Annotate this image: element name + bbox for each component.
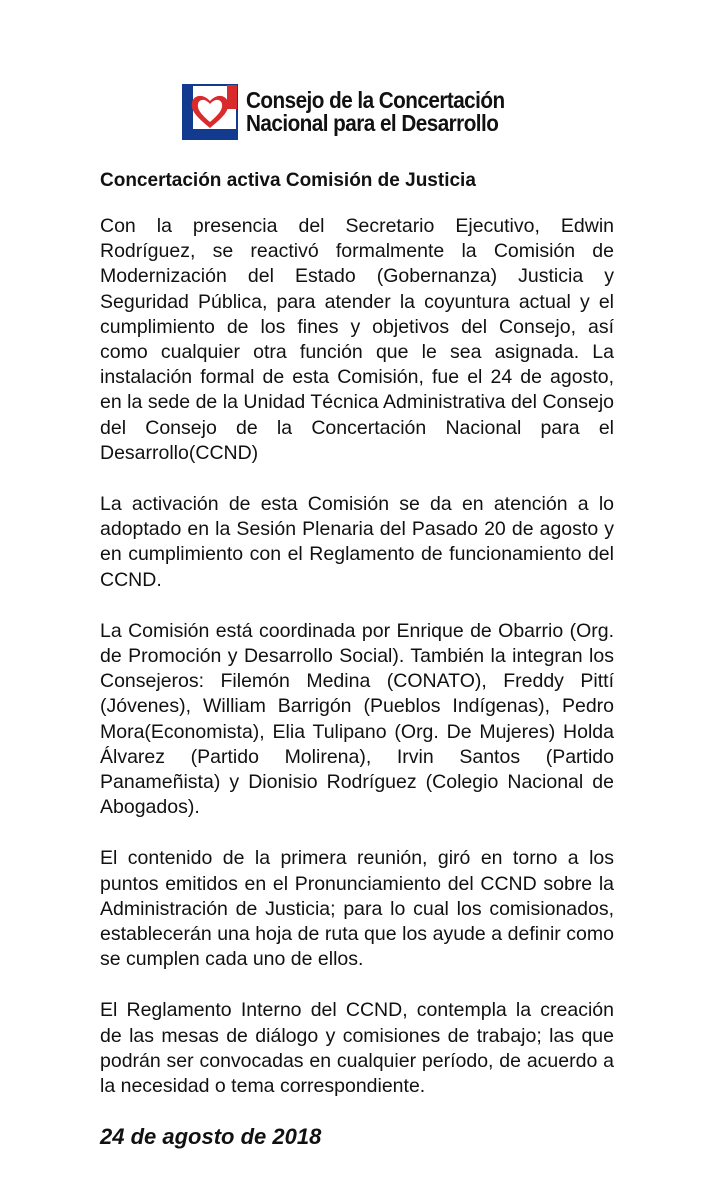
heart-flag-logo-icon <box>182 84 238 140</box>
header-logo <box>182 84 533 140</box>
organization-name <box>246 89 533 135</box>
paragraph-1: Con la presencia del Secretario Ejecutivo, Edwin Rodríguez, se reactivó formalmente la Comisión de Modernización del Estado (Gobernanza) Justicia y Seguridad Pública, para atender la coyuntura actual y el cumplimiento de los fines y objetivos del Consejo, así como cualquier otra función que le sea asignada. La instalación formal de esta Comisión, fue el 24 de agosto, en la sede de la Unidad Técnica Administrativa del Consejo del Consejo de la Concertación Nacional para el Desarrollo(CCND) <box>100 215 614 464</box>
paragraph-4: El contenido de la primera reunión, giró en torno a los puntos emitidos en el Pronunciamiento del CCND sobre la Administración de Justicia; para lo cual los comisionados, establecerán una hoja de ruta que los ayude a definir como se cumplen cada uno de ellos. <box>100 847 614 971</box>
document-date: 24 de agosto de 2018 <box>100 1124 322 1149</box>
paragraph-3: La Comisión está coordinada por Enrique de Obarrio (Org. de Promoción y Desarrollo Social). También la integran los Consejeros: Filemón Medina (CONATO), Freddy Pittí (Jóvenes), William Barrigón (Pueblos Indígenas), Pedro Mora(Economista), Elia Tulipano (Org. De Mujeres) Holda Álvarez (Partido Molirena), Irvin Santos (Partido Panameñista) y Dionisio Rodríguez (Colegio Nacional de Abogados). <box>100 619 614 819</box>
document-title: Concertación activa Comisión de Justicia <box>100 170 476 191</box>
paragraph-2: La activación de esta Comisión se da en atención a lo adoptado en la Sesión Plenaria del Pasado 20 de agosto y en cumplimiento con el Reglamento de funcionamiento del CCND. <box>100 493 614 591</box>
document-body <box>100 168 614 1125</box>
org-name-line1: Consejo de la Concertación <box>246 87 505 113</box>
org-name-line2: Nacional para el Desarrollo <box>246 110 499 136</box>
paragraph-5: El Reglamento Interno del CCND, contempla la creación de las mesas de diálogo y comisiones de trabajo; las que podrán ser convocadas en cualquier período, de acuerdo a la necesidad o tema correspondiente. <box>100 999 614 1098</box>
